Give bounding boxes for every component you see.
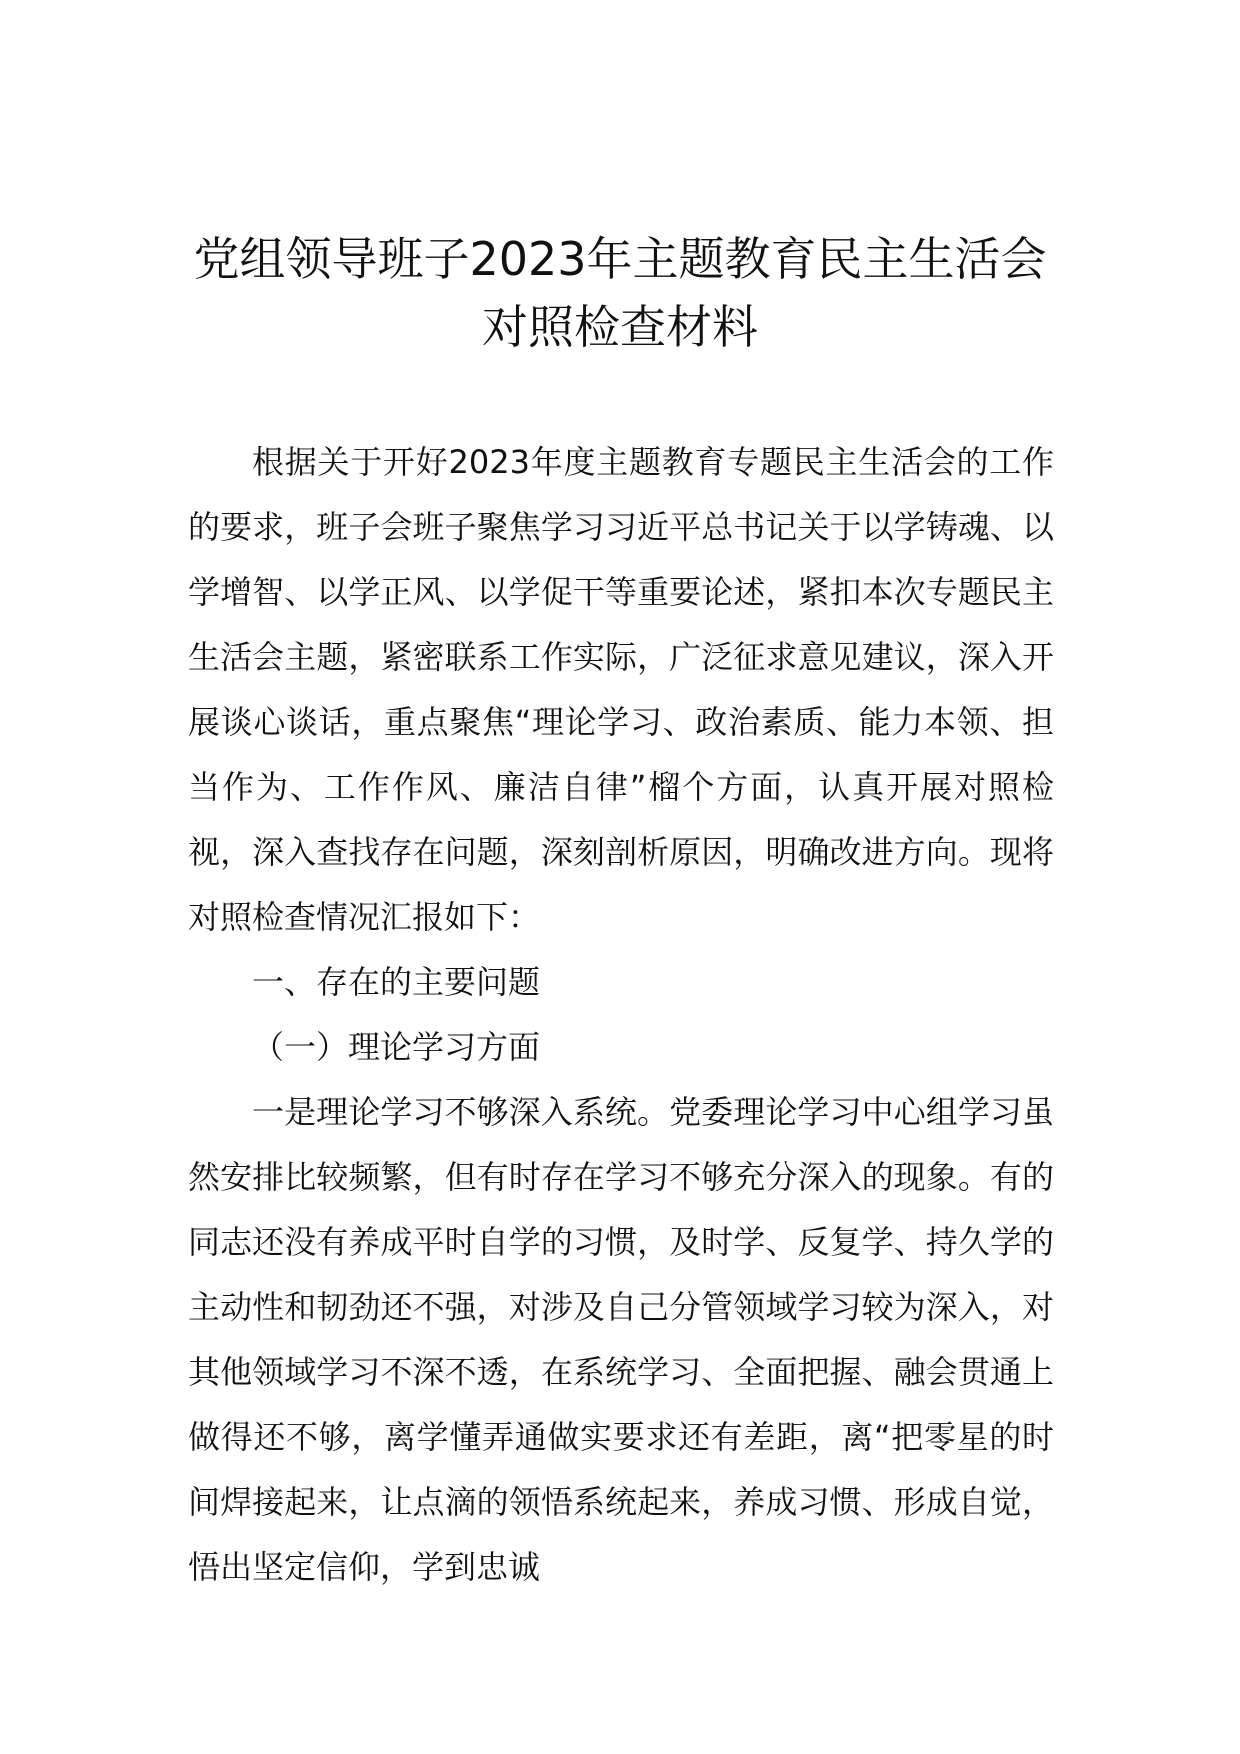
subsection-heading: （一）理论学习方面 bbox=[252, 1028, 541, 1066]
intro-paragraph: 根据关于开好2023年度主题教育专题民主生活会的工作的要求，班子会班子聚焦学习习近平总书记关于以学铸魂、以学增智、以学正风、以学促干等重要论述，紧扣本次专题民主生活会主题，紧密联系工作实际，广泛征求意见建议，深入开展谈心谈话，重点聚焦“理论学习、政治素质、能力本领、担当作为、工作作风、廉洁自律”榴个方面，认真开展对照检视，深入查找存在问题，深刻剖析原因，明确改进方向。现将对照检查情况汇报如下： bbox=[188, 443, 1054, 936]
document-title-line-2: 对照检查材料 bbox=[482, 300, 758, 354]
body-paragraph: 一是理论学习不够深入系统。党委理论学习中心组学习虽然安排比较频繁，但有时存在学习不够充分深入的现象。有的同志还没有养成平时自学的习惯，及时学、反复学、持久学的主动性和韧劲还不强，对涉及自己分管领域学习较为深入，对其他领域学习不深不透，在系统学习、全面把握、融会贯通上做得还不够，离学懂弄通做实要求还有差距，离“把零星的时间焊接起来，让点滴的领悟系统起来，养成习惯、形成自觉，悟出坚定信仰，学到忠诚 bbox=[188, 1093, 1054, 1586]
document-body bbox=[188, 430, 1054, 1600]
section-heading: 一、存在的主要问题 bbox=[252, 963, 541, 1001]
document-title-line-1: 党组领导班子2023年主题教育民主生活会 bbox=[193, 232, 1047, 286]
